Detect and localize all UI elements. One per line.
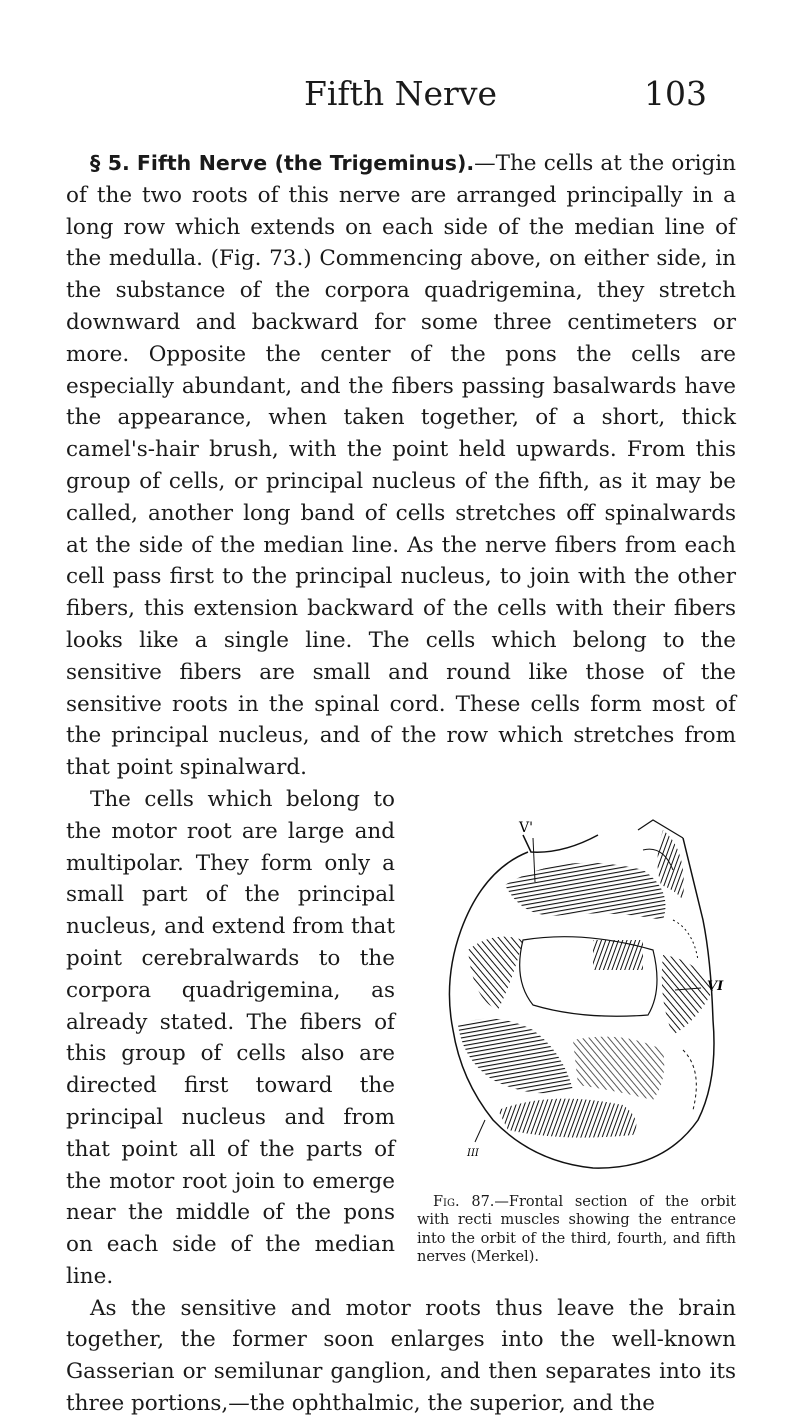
figure-87 — [413, 790, 736, 1267]
section-number: § 5. — [90, 151, 130, 175]
label-right: VI — [707, 978, 724, 994]
body-text — [66, 148, 736, 1420]
paragraph-1-text: —The cells at the origin of the two roots of this nerve are arranged principally in a long row which extends on each side of the median line of the medulla. (Fig. 73.) Commencing above, on either side, in the substance of the corpora quadrigemina, they stretch downward and backward for some three centimeters or more. Opposite the center of the pons the cells are especially abundant, and the fibers passing basalwards have the appearance, when taken together, of a short, thick camel's-hair brush, with the point held upwards. From this group of cells, or principal nucleus of the fifth, as it may be called, another long band of cells stretches off spinalwards at the side of the median line. As the nerve fibers from each cell pass first to the principal nucleus, to join with the other fibers, this extension backward of the cells with their fibers looks like a single line. The cells which belong to the sensitive fibers are small and round like those of the sensitive roots in the spinal cord. These cells form most of the principal nucleus, and of the row which stretches from that point spinalward. — [66, 151, 736, 781]
caption-text: —Frontal section of the orbit with recti muscles showing the entrance into the orbit of the third, fourth, and fifth nerves (Merkel). — [417, 1193, 736, 1266]
label-top: V' — [519, 819, 533, 836]
figure-caption — [413, 1185, 736, 1267]
caption-label: Fig. 87. — [433, 1193, 495, 1210]
paragraph-1 — [66, 148, 736, 784]
section-heading: Fifth Nerve (the Trigeminus). — [136, 151, 475, 175]
paragraph-3: As the sensitive and motor roots thus leave the brain together, the former soon enlarges into the well-known Gasserian or semilunar ganglion, and then separates into its three portions,—the ophthalmic, the superior, and the — [66, 1295, 736, 1417]
label-bottom: III — [467, 1147, 479, 1159]
running-title: Fifth Nerve — [303, 74, 498, 113]
page-number: 103 — [644, 74, 707, 113]
orbit-section-illustration — [413, 790, 736, 1185]
page-header — [0, 74, 801, 122]
paragraph-2: The cells which belong to the motor root are large and multipolar. They form only a small part of the principal nucleus, and extend from that point cerebralwards to the corpora quadrigemina, as already stated. The fibers of this group of cells also are directed first toward the principal nucleus and from that point all of the parts of the motor root join to emerge near the middle of the pons on each side of the median line. — [66, 786, 395, 1289]
